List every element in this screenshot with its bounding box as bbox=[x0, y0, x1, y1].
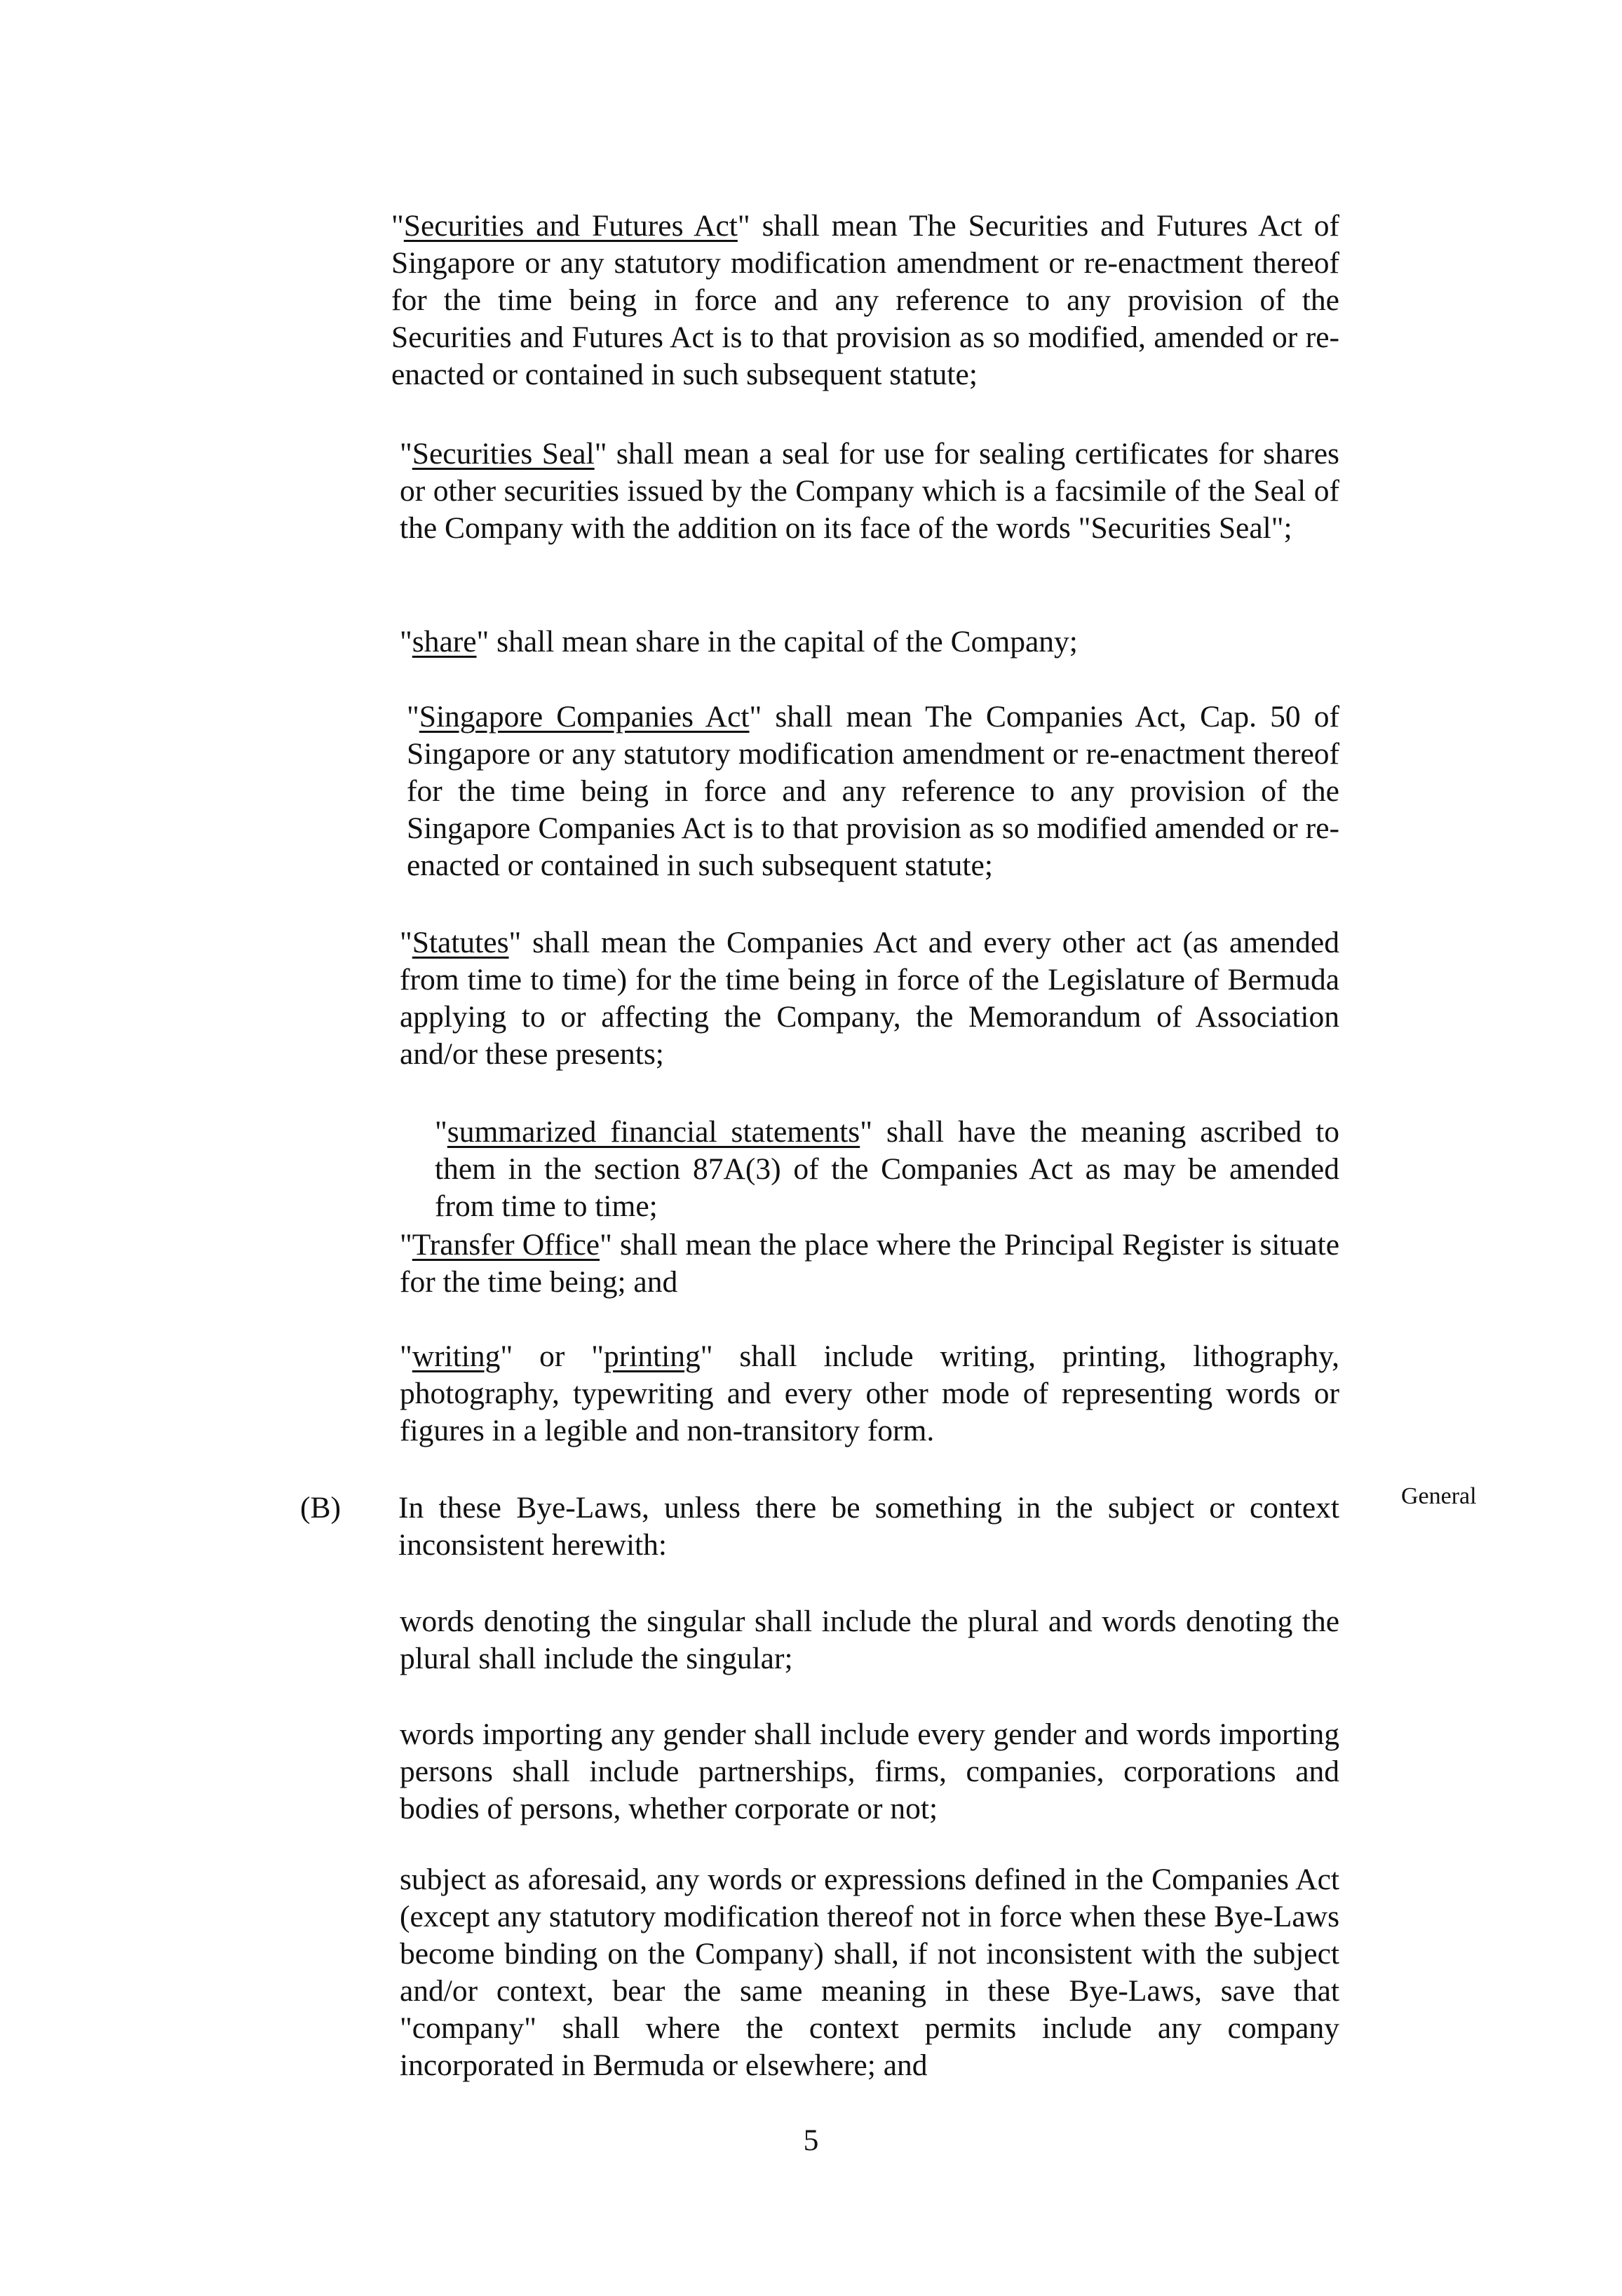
definition-summarized-financial-statements bbox=[435, 1114, 1339, 1225]
open-quote: " bbox=[400, 625, 412, 659]
definition-share bbox=[400, 623, 1339, 661]
definition-singapore-companies-act bbox=[407, 698, 1339, 884]
open-quote: " bbox=[391, 209, 404, 243]
defined-term: Securities and Futures Act bbox=[403, 209, 738, 243]
definition-text: " shall mean share in the capital of the Company; bbox=[476, 625, 1078, 659]
open-quote: " bbox=[400, 1228, 412, 1262]
definition-text: " shall include writing, printing, lithography, photography, typewriting and every other mode of representing words or figures in a legible and non-transitory form. bbox=[400, 1339, 1340, 1447]
section-b-paragraph-gender: words importing any gender shall include every gender and words importing persons shall include partnerships, firms, companies, corporations and bodies of persons, whether corporate or not; bbox=[400, 1717, 1339, 1825]
defined-term: Transfer Office bbox=[412, 1228, 600, 1262]
definition-transfer-office bbox=[400, 1227, 1339, 1301]
definition-text: " shall mean The Securities and Futures Act of Singapore or any statutory modification amendment or re-enactment thereof for the time being in force and any reference to any provision of the Securities and Futures Act is to that provision as so modified, amended or re-enacted or contained in such subsequent statute; bbox=[391, 209, 1339, 391]
section-b-intro: In these Bye-Laws, unless there be something in the subject or context inconsistent herewith: bbox=[398, 1491, 1339, 1562]
defined-term: summarized financial statements bbox=[447, 1115, 860, 1149]
open-quote: " bbox=[400, 1339, 412, 1373]
definition-securities-seal bbox=[400, 435, 1339, 547]
definition-text: " shall mean a seal for use for sealing certificates for shares or other securities issued by the Company which is a facsimile of the Seal of the Company with the addition on its face of the words "Securities Seal"; bbox=[400, 437, 1339, 545]
open-quote: " bbox=[400, 926, 412, 959]
page-number: 5 bbox=[803, 2123, 819, 2157]
definition-statutes bbox=[400, 924, 1339, 1073]
connector-text: " or " bbox=[500, 1339, 604, 1373]
defined-term: Securities Seal bbox=[412, 437, 595, 471]
defined-term: share bbox=[412, 625, 477, 659]
open-quote: " bbox=[435, 1115, 447, 1149]
defined-term-writing: writing bbox=[412, 1339, 501, 1373]
definition-text: " shall mean The Companies Act, Cap. 50 of Singapore or any statutory modification amendment or re-enactment thereof for the time being in force and any reference to any provision of the Singapore Companies Act is to that provision as so modified amended or re-enacted or contained in such subsequent statute; bbox=[407, 700, 1340, 882]
definition-text: " shall have the meaning ascribed to them in the section 87A(3) of the Companies Act as may be amended from time to time; bbox=[435, 1115, 1339, 1223]
defined-term-printing: printing bbox=[604, 1339, 701, 1373]
defined-term: Statutes bbox=[412, 926, 509, 959]
definition-securities-and-futures-act bbox=[391, 208, 1339, 393]
section-b-paragraph-singular-plural: words denoting the singular shall include the plural and words denoting the plural shall include the singular; bbox=[400, 1605, 1339, 1675]
open-quote: " bbox=[400, 437, 412, 471]
definition-text: " shall mean the Companies Act and every other act (as amended from time to time) for the time being in force of the Legislature of Bermuda applying to or affecting the Company, the Memorandum of Association and/or these presents; bbox=[400, 926, 1339, 1071]
margin-note: General bbox=[1401, 1483, 1477, 1509]
defined-term: Singapore Companies Act bbox=[419, 700, 750, 734]
section-label: (B) bbox=[300, 1491, 341, 1525]
definition-writing-printing bbox=[400, 1338, 1339, 1450]
open-quote: " bbox=[407, 700, 419, 734]
section-b-paragraph-companies-act-terms: subject as aforesaid, any words or expressions defined in the Companies Act (except any statutory modification thereof not in force when these Bye-Laws become binding on the Company) shall, if not inconsistent with the subject and/or context, bear the same meaning in these Bye-Laws, save that "company" shall where the context permits include any company incorporated in Bermuda or elsewhere; and bbox=[400, 1863, 1339, 2082]
definition-text: " shall mean the place where the Principal Register is situate for the time being; and bbox=[400, 1228, 1339, 1299]
